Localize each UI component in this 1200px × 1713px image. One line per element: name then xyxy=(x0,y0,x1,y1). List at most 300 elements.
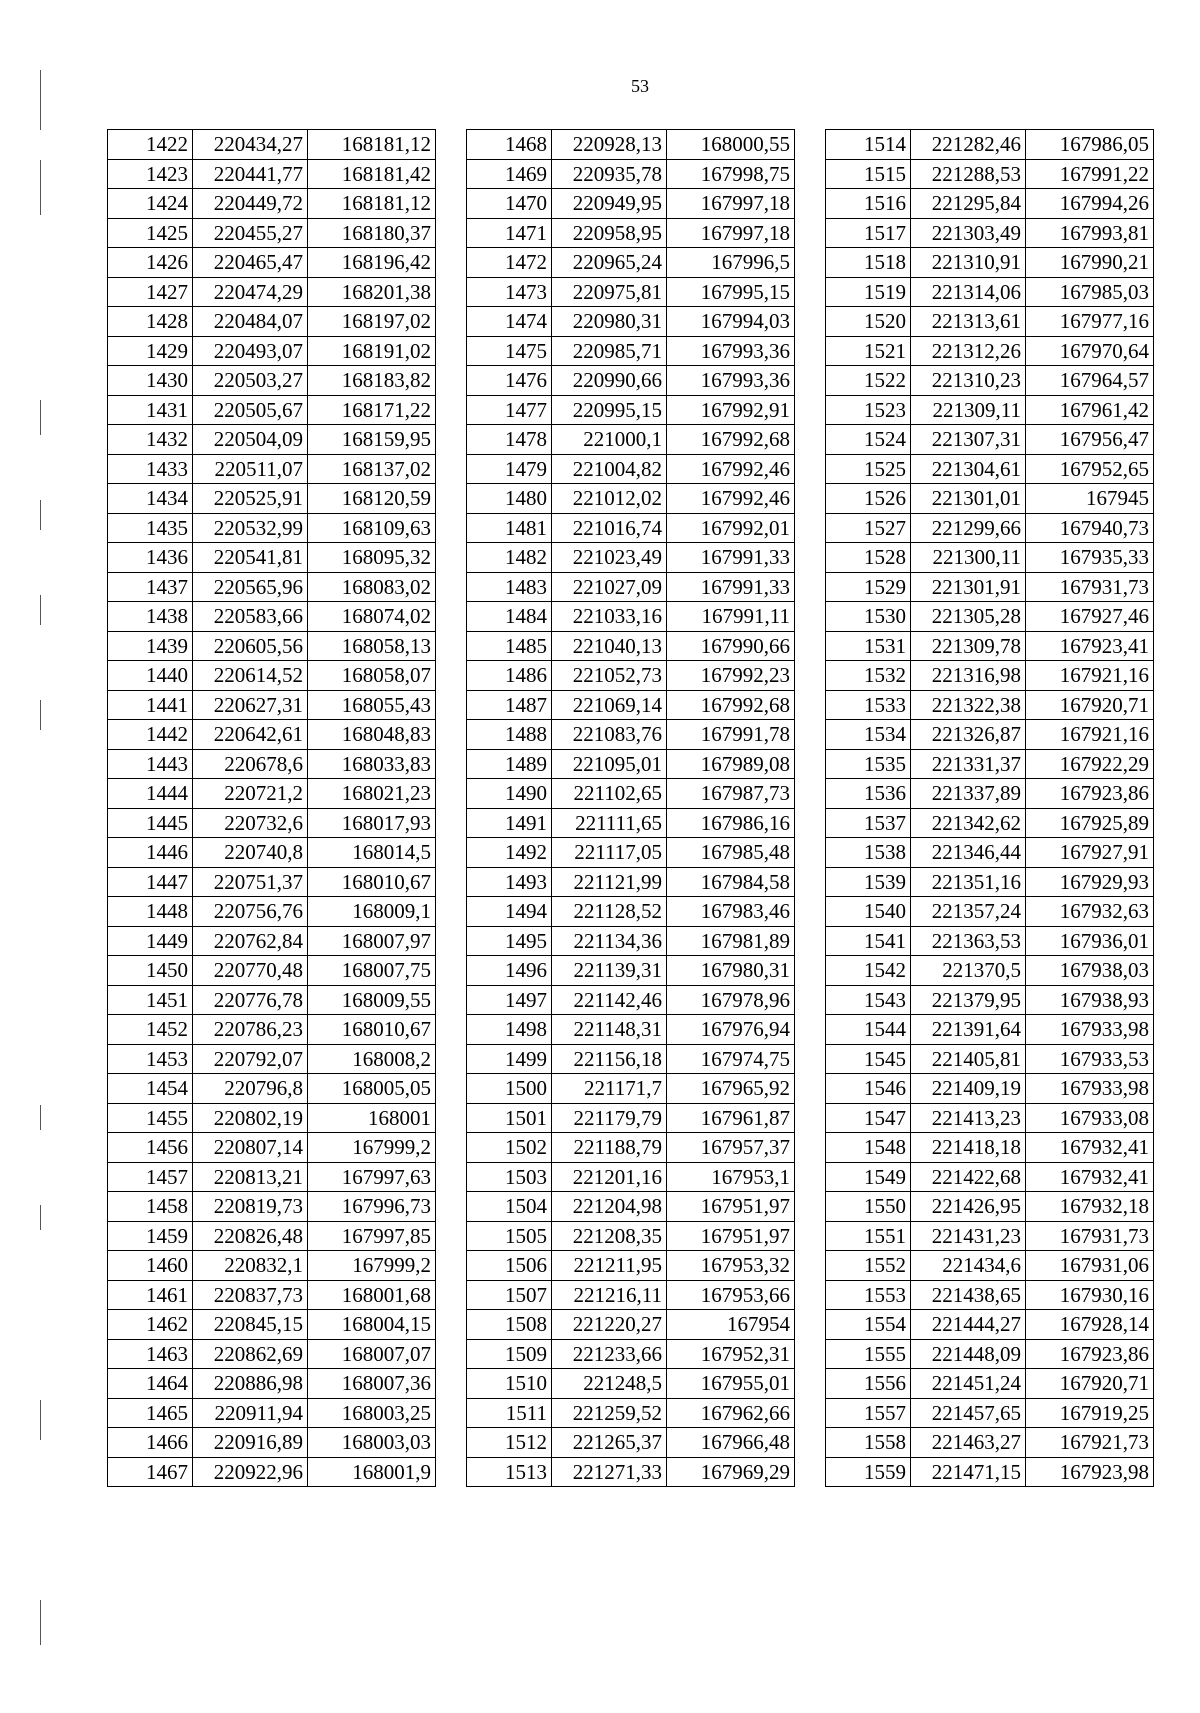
table-row xyxy=(467,484,795,514)
y-coordinate-cell: 167955,01 xyxy=(667,1369,795,1399)
table-row xyxy=(467,395,795,425)
x-coordinate-cell: 221391,64 xyxy=(911,1015,1026,1045)
table-row xyxy=(467,1074,795,1104)
table-row xyxy=(826,631,1154,661)
x-coordinate-cell: 220541,81 xyxy=(193,543,308,573)
point-number-cell: 1510 xyxy=(467,1369,552,1399)
y-coordinate-cell: 167932,18 xyxy=(1026,1192,1154,1222)
y-coordinate-cell: 167992,01 xyxy=(667,513,795,543)
x-coordinate-cell: 220862,69 xyxy=(193,1339,308,1369)
y-coordinate-cell: 168095,32 xyxy=(308,543,436,573)
table-row xyxy=(108,926,436,956)
table-row xyxy=(108,307,436,337)
y-coordinate-cell: 167921,16 xyxy=(1026,720,1154,750)
x-coordinate-cell: 221095,01 xyxy=(552,749,667,779)
point-number-cell: 1541 xyxy=(826,926,911,956)
point-number-cell: 1461 xyxy=(108,1280,193,1310)
point-number-cell: 1440 xyxy=(108,661,193,691)
x-coordinate-cell: 221023,49 xyxy=(552,543,667,573)
margin-mark xyxy=(40,1600,41,1645)
y-coordinate-cell: 167998,75 xyxy=(667,159,795,189)
table-row xyxy=(826,1398,1154,1428)
point-number-cell: 1444 xyxy=(108,779,193,809)
point-number-cell: 1537 xyxy=(826,808,911,838)
point-number-cell: 1438 xyxy=(108,602,193,632)
point-number-cell: 1443 xyxy=(108,749,193,779)
x-coordinate-cell: 220504,09 xyxy=(193,425,308,455)
x-coordinate-cell: 221301,01 xyxy=(911,484,1026,514)
y-coordinate-cell: 167993,36 xyxy=(667,336,795,366)
y-coordinate-cell: 167932,63 xyxy=(1026,897,1154,927)
point-number-cell: 1547 xyxy=(826,1103,911,1133)
table-row xyxy=(108,1457,436,1487)
x-coordinate-cell: 220642,61 xyxy=(193,720,308,750)
table-row xyxy=(826,1369,1154,1399)
y-coordinate-cell: 167966,48 xyxy=(667,1428,795,1458)
point-number-cell: 1471 xyxy=(467,218,552,248)
x-coordinate-cell: 221052,73 xyxy=(552,661,667,691)
y-coordinate-cell: 167977,16 xyxy=(1026,307,1154,337)
table-row xyxy=(826,985,1154,1015)
y-coordinate-cell: 167993,36 xyxy=(667,366,795,396)
x-coordinate-cell: 221282,46 xyxy=(911,130,1026,160)
y-coordinate-cell: 167951,97 xyxy=(667,1192,795,1222)
point-number-cell: 1477 xyxy=(467,395,552,425)
x-coordinate-cell: 221457,65 xyxy=(911,1398,1026,1428)
y-coordinate-cell: 167957,37 xyxy=(667,1133,795,1163)
y-coordinate-cell: 167999,2 xyxy=(308,1133,436,1163)
coordinates-table-3 xyxy=(825,129,1154,1487)
x-coordinate-cell: 220985,71 xyxy=(552,336,667,366)
point-number-cell: 1486 xyxy=(467,661,552,691)
point-number-cell: 1543 xyxy=(826,985,911,1015)
point-number-cell: 1554 xyxy=(826,1310,911,1340)
point-number-cell: 1498 xyxy=(467,1015,552,1045)
point-number-cell: 1502 xyxy=(467,1133,552,1163)
y-coordinate-cell: 167980,31 xyxy=(667,956,795,986)
table-row xyxy=(826,926,1154,956)
table-row xyxy=(467,1339,795,1369)
x-coordinate-cell: 221409,19 xyxy=(911,1074,1026,1104)
point-number-cell: 1442 xyxy=(108,720,193,750)
y-coordinate-cell: 167986,05 xyxy=(1026,130,1154,160)
x-coordinate-cell: 221248,5 xyxy=(552,1369,667,1399)
y-coordinate-cell: 167923,41 xyxy=(1026,631,1154,661)
table-row xyxy=(467,336,795,366)
point-number-cell: 1508 xyxy=(467,1310,552,1340)
point-number-cell: 1433 xyxy=(108,454,193,484)
table-row xyxy=(826,808,1154,838)
point-number-cell: 1505 xyxy=(467,1221,552,1251)
point-number-cell: 1504 xyxy=(467,1192,552,1222)
x-coordinate-cell: 221463,27 xyxy=(911,1428,1026,1458)
table-row xyxy=(108,1398,436,1428)
x-coordinate-cell: 220532,99 xyxy=(193,513,308,543)
x-coordinate-cell: 221322,38 xyxy=(911,690,1026,720)
y-coordinate-cell: 167961,87 xyxy=(667,1103,795,1133)
point-number-cell: 1436 xyxy=(108,543,193,573)
table-row xyxy=(108,218,436,248)
table-row xyxy=(108,543,436,573)
table-row xyxy=(108,808,436,838)
table-row xyxy=(467,808,795,838)
y-coordinate-cell: 167933,53 xyxy=(1026,1044,1154,1074)
table-row xyxy=(467,985,795,1015)
x-coordinate-cell: 221312,26 xyxy=(911,336,1026,366)
table-row xyxy=(467,1280,795,1310)
table-row xyxy=(467,454,795,484)
y-coordinate-cell: 167933,98 xyxy=(1026,1074,1154,1104)
y-coordinate-cell: 168001,9 xyxy=(308,1457,436,1487)
point-number-cell: 1528 xyxy=(826,543,911,573)
x-coordinate-cell: 221148,31 xyxy=(552,1015,667,1045)
table-row xyxy=(826,1192,1154,1222)
y-coordinate-cell: 167994,03 xyxy=(667,307,795,337)
margin-mark xyxy=(40,70,41,130)
table-row xyxy=(826,1221,1154,1251)
point-number-cell: 1487 xyxy=(467,690,552,720)
x-coordinate-cell: 220796,8 xyxy=(193,1074,308,1104)
table-row xyxy=(467,543,795,573)
point-number-cell: 1465 xyxy=(108,1398,193,1428)
point-number-cell: 1529 xyxy=(826,572,911,602)
x-coordinate-cell: 220493,07 xyxy=(193,336,308,366)
table-row xyxy=(467,1192,795,1222)
table-row xyxy=(826,867,1154,897)
y-coordinate-cell: 168007,97 xyxy=(308,926,436,956)
y-coordinate-cell: 167928,14 xyxy=(1026,1310,1154,1340)
y-coordinate-cell: 167940,73 xyxy=(1026,513,1154,543)
y-coordinate-cell: 167996,73 xyxy=(308,1192,436,1222)
x-coordinate-cell: 221083,76 xyxy=(552,720,667,750)
table-row xyxy=(467,425,795,455)
x-coordinate-cell: 220455,27 xyxy=(193,218,308,248)
table-row xyxy=(108,1280,436,1310)
point-number-cell: 1552 xyxy=(826,1251,911,1281)
table-row xyxy=(467,1428,795,1458)
point-number-cell: 1509 xyxy=(467,1339,552,1369)
x-coordinate-cell: 220990,66 xyxy=(552,366,667,396)
x-coordinate-cell: 220975,81 xyxy=(552,277,667,307)
table-row xyxy=(108,484,436,514)
point-number-cell: 1426 xyxy=(108,248,193,278)
x-coordinate-cell: 221413,23 xyxy=(911,1103,1026,1133)
y-coordinate-cell: 167953,32 xyxy=(667,1251,795,1281)
point-number-cell: 1531 xyxy=(826,631,911,661)
margin-mark xyxy=(40,1105,41,1130)
x-coordinate-cell: 220837,73 xyxy=(193,1280,308,1310)
point-number-cell: 1521 xyxy=(826,336,911,366)
y-coordinate-cell: 167932,41 xyxy=(1026,1133,1154,1163)
y-coordinate-cell: 167983,46 xyxy=(667,897,795,927)
point-number-cell: 1525 xyxy=(826,454,911,484)
point-number-cell: 1473 xyxy=(467,277,552,307)
table-row xyxy=(108,985,436,1015)
y-coordinate-cell: 167953,66 xyxy=(667,1280,795,1310)
y-coordinate-cell: 167989,08 xyxy=(667,749,795,779)
table-row xyxy=(467,248,795,278)
table-row xyxy=(826,1428,1154,1458)
y-coordinate-cell: 167991,22 xyxy=(1026,159,1154,189)
point-number-cell: 1483 xyxy=(467,572,552,602)
y-coordinate-cell: 168181,12 xyxy=(308,130,436,160)
table-row xyxy=(467,690,795,720)
table-row xyxy=(108,897,436,927)
table-row xyxy=(826,1103,1154,1133)
margin-mark xyxy=(40,595,41,625)
point-number-cell: 1445 xyxy=(108,808,193,838)
x-coordinate-cell: 220832,1 xyxy=(193,1251,308,1281)
table-row xyxy=(826,513,1154,543)
point-number-cell: 1527 xyxy=(826,513,911,543)
table-row xyxy=(826,543,1154,573)
y-coordinate-cell: 168171,22 xyxy=(308,395,436,425)
point-number-cell: 1482 xyxy=(467,543,552,573)
table-row xyxy=(467,897,795,927)
table-row xyxy=(826,1310,1154,1340)
y-coordinate-cell: 167985,48 xyxy=(667,838,795,868)
margin-mark xyxy=(40,400,41,435)
x-coordinate-cell: 220819,73 xyxy=(193,1192,308,1222)
y-coordinate-cell: 168001,68 xyxy=(308,1280,436,1310)
table-row xyxy=(108,1044,436,1074)
y-coordinate-cell: 168109,63 xyxy=(308,513,436,543)
point-number-cell: 1534 xyxy=(826,720,911,750)
y-coordinate-cell: 167933,98 xyxy=(1026,1015,1154,1045)
point-number-cell: 1432 xyxy=(108,425,193,455)
x-coordinate-cell: 221121,99 xyxy=(552,867,667,897)
table-row xyxy=(108,1103,436,1133)
table-row xyxy=(826,1074,1154,1104)
point-number-cell: 1479 xyxy=(467,454,552,484)
table-row xyxy=(826,1457,1154,1487)
table-row xyxy=(108,1015,436,1045)
table-row xyxy=(467,1103,795,1133)
table-row xyxy=(108,1251,436,1281)
x-coordinate-cell: 221370,5 xyxy=(911,956,1026,986)
y-coordinate-cell: 168003,03 xyxy=(308,1428,436,1458)
y-coordinate-cell: 167994,26 xyxy=(1026,189,1154,219)
point-number-cell: 1515 xyxy=(826,159,911,189)
y-coordinate-cell: 168083,02 xyxy=(308,572,436,602)
x-coordinate-cell: 221300,11 xyxy=(911,543,1026,573)
x-coordinate-cell: 220740,8 xyxy=(193,838,308,868)
point-number-cell: 1429 xyxy=(108,336,193,366)
y-coordinate-cell: 168180,37 xyxy=(308,218,436,248)
point-number-cell: 1463 xyxy=(108,1339,193,1369)
y-coordinate-cell: 167976,94 xyxy=(667,1015,795,1045)
point-number-cell: 1446 xyxy=(108,838,193,868)
point-number-cell: 1469 xyxy=(467,159,552,189)
y-coordinate-cell: 168010,67 xyxy=(308,1015,436,1045)
x-coordinate-cell: 221134,36 xyxy=(552,926,667,956)
point-number-cell: 1454 xyxy=(108,1074,193,1104)
table-row xyxy=(467,572,795,602)
x-coordinate-cell: 221201,16 xyxy=(552,1162,667,1192)
point-number-cell: 1475 xyxy=(467,336,552,366)
x-coordinate-cell: 220935,78 xyxy=(552,159,667,189)
point-number-cell: 1476 xyxy=(467,366,552,396)
x-coordinate-cell: 221102,65 xyxy=(552,779,667,809)
x-coordinate-cell: 221331,37 xyxy=(911,749,1026,779)
y-coordinate-cell: 167931,73 xyxy=(1026,572,1154,602)
y-coordinate-cell: 168048,83 xyxy=(308,720,436,750)
y-coordinate-cell: 167974,75 xyxy=(667,1044,795,1074)
table-row xyxy=(467,720,795,750)
table-row xyxy=(108,867,436,897)
table-row xyxy=(108,602,436,632)
point-number-cell: 1464 xyxy=(108,1369,193,1399)
x-coordinate-cell: 220776,78 xyxy=(193,985,308,1015)
x-coordinate-cell: 221342,62 xyxy=(911,808,1026,838)
table-row xyxy=(826,307,1154,337)
x-coordinate-cell: 220802,19 xyxy=(193,1103,308,1133)
point-number-cell: 1428 xyxy=(108,307,193,337)
table-row xyxy=(826,1251,1154,1281)
y-coordinate-cell: 167953,1 xyxy=(667,1162,795,1192)
point-number-cell: 1470 xyxy=(467,189,552,219)
y-coordinate-cell: 168004,15 xyxy=(308,1310,436,1340)
y-coordinate-cell: 167997,18 xyxy=(667,218,795,248)
x-coordinate-cell: 220965,24 xyxy=(552,248,667,278)
table-row xyxy=(826,454,1154,484)
point-number-cell: 1519 xyxy=(826,277,911,307)
y-coordinate-cell: 167962,66 xyxy=(667,1398,795,1428)
table-row xyxy=(467,867,795,897)
y-coordinate-cell: 167992,68 xyxy=(667,690,795,720)
y-coordinate-cell: 167999,2 xyxy=(308,1251,436,1281)
table-row xyxy=(467,159,795,189)
x-coordinate-cell: 220474,29 xyxy=(193,277,308,307)
table-row xyxy=(467,838,795,868)
x-coordinate-cell: 220826,48 xyxy=(193,1221,308,1251)
table-row xyxy=(826,1280,1154,1310)
point-number-cell: 1530 xyxy=(826,602,911,632)
table-row xyxy=(467,779,795,809)
y-coordinate-cell: 167935,33 xyxy=(1026,543,1154,573)
y-coordinate-cell: 167965,92 xyxy=(667,1074,795,1104)
x-coordinate-cell: 221211,95 xyxy=(552,1251,667,1281)
table-row xyxy=(108,189,436,219)
point-number-cell: 1558 xyxy=(826,1428,911,1458)
y-coordinate-cell: 167919,25 xyxy=(1026,1398,1154,1428)
table-row xyxy=(467,1398,795,1428)
point-number-cell: 1434 xyxy=(108,484,193,514)
table-row xyxy=(108,779,436,809)
table-row xyxy=(826,189,1154,219)
point-number-cell: 1523 xyxy=(826,395,911,425)
point-number-cell: 1480 xyxy=(467,484,552,514)
y-coordinate-cell: 168008,2 xyxy=(308,1044,436,1074)
table-row xyxy=(108,1192,436,1222)
point-number-cell: 1535 xyxy=(826,749,911,779)
y-coordinate-cell: 167992,46 xyxy=(667,484,795,514)
point-number-cell: 1462 xyxy=(108,1310,193,1340)
y-coordinate-cell: 168014,5 xyxy=(308,838,436,868)
x-coordinate-cell: 221188,79 xyxy=(552,1133,667,1163)
x-coordinate-cell: 221259,52 xyxy=(552,1398,667,1428)
point-number-cell: 1425 xyxy=(108,218,193,248)
y-coordinate-cell: 167933,08 xyxy=(1026,1103,1154,1133)
x-coordinate-cell: 220845,15 xyxy=(193,1310,308,1340)
point-number-cell: 1447 xyxy=(108,867,193,897)
table-row xyxy=(826,336,1154,366)
point-number-cell: 1520 xyxy=(826,307,911,337)
point-number-cell: 1516 xyxy=(826,189,911,219)
page-number: 53 xyxy=(631,76,649,96)
y-coordinate-cell: 167997,63 xyxy=(308,1162,436,1192)
x-coordinate-cell: 221448,09 xyxy=(911,1339,1026,1369)
table-row xyxy=(467,1310,795,1340)
x-coordinate-cell: 221271,33 xyxy=(552,1457,667,1487)
y-coordinate-cell: 168055,43 xyxy=(308,690,436,720)
point-number-cell: 1559 xyxy=(826,1457,911,1487)
point-number-cell: 1538 xyxy=(826,838,911,868)
x-coordinate-cell: 221111,65 xyxy=(552,808,667,838)
point-number-cell: 1553 xyxy=(826,1280,911,1310)
x-coordinate-cell: 221471,15 xyxy=(911,1457,1026,1487)
point-number-cell: 1555 xyxy=(826,1339,911,1369)
x-coordinate-cell: 220886,98 xyxy=(193,1369,308,1399)
table-row xyxy=(108,1310,436,1340)
x-coordinate-cell: 220928,13 xyxy=(552,130,667,160)
point-number-cell: 1430 xyxy=(108,366,193,396)
point-number-cell: 1514 xyxy=(826,130,911,160)
point-number-cell: 1431 xyxy=(108,395,193,425)
point-number-cell: 1490 xyxy=(467,779,552,809)
table-row xyxy=(467,749,795,779)
x-coordinate-cell: 221156,18 xyxy=(552,1044,667,1074)
y-coordinate-cell: 167932,41 xyxy=(1026,1162,1154,1192)
table-row xyxy=(826,218,1154,248)
point-number-cell: 1484 xyxy=(467,602,552,632)
y-coordinate-cell: 167981,89 xyxy=(667,926,795,956)
x-coordinate-cell: 220732,6 xyxy=(193,808,308,838)
table-row xyxy=(826,248,1154,278)
point-number-cell: 1536 xyxy=(826,779,911,809)
point-number-cell: 1551 xyxy=(826,1221,911,1251)
table-row xyxy=(467,1369,795,1399)
y-coordinate-cell: 168003,25 xyxy=(308,1398,436,1428)
y-coordinate-cell: 167954 xyxy=(667,1310,795,1340)
point-number-cell: 1518 xyxy=(826,248,911,278)
y-coordinate-cell: 168007,07 xyxy=(308,1339,436,1369)
point-number-cell: 1437 xyxy=(108,572,193,602)
y-coordinate-cell: 168074,02 xyxy=(308,602,436,632)
x-coordinate-cell: 220605,56 xyxy=(193,631,308,661)
y-coordinate-cell: 167997,85 xyxy=(308,1221,436,1251)
x-coordinate-cell: 221016,74 xyxy=(552,513,667,543)
point-number-cell: 1513 xyxy=(467,1457,552,1487)
point-number-cell: 1466 xyxy=(108,1428,193,1458)
y-coordinate-cell: 168201,38 xyxy=(308,277,436,307)
table-row xyxy=(108,1369,436,1399)
y-coordinate-cell: 168021,23 xyxy=(308,779,436,809)
point-number-cell: 1468 xyxy=(467,130,552,160)
y-coordinate-cell: 167985,03 xyxy=(1026,277,1154,307)
table-row xyxy=(108,454,436,484)
point-number-cell: 1472 xyxy=(467,248,552,278)
x-coordinate-cell: 221301,91 xyxy=(911,572,1026,602)
x-coordinate-cell: 221299,66 xyxy=(911,513,1026,543)
y-coordinate-cell: 167984,58 xyxy=(667,867,795,897)
y-coordinate-cell: 167921,16 xyxy=(1026,661,1154,691)
table-row xyxy=(108,956,436,986)
x-coordinate-cell: 221363,53 xyxy=(911,926,1026,956)
margin-mark xyxy=(40,1205,41,1230)
point-number-cell: 1467 xyxy=(108,1457,193,1487)
x-coordinate-cell: 221220,27 xyxy=(552,1310,667,1340)
